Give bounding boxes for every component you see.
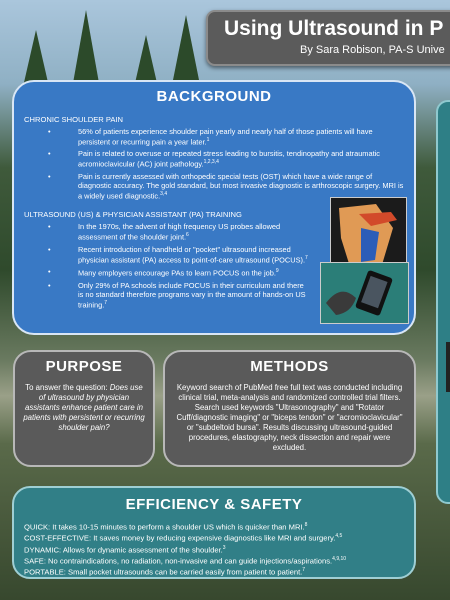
list-item: • In the 1970s, the advent of high frequency US probes allowed assessment of the shoulder joint.$^6$ xyxy=(24,222,308,241)
chronic-pain-list xyxy=(24,127,404,200)
right-column-image xyxy=(446,342,450,392)
background-heading: BACKGROUND xyxy=(156,88,272,105)
poster-byline: By Sara Robison, PA-S Unive xyxy=(300,44,445,56)
efficiency-panel xyxy=(12,486,416,579)
methods-panel xyxy=(163,350,416,467)
purpose-panel xyxy=(13,350,155,467)
list-item: • Recent introduction of handheld or "pocket" ultrasound increased physician assistant (PA) access to point-of-care ultrasound (POCUS).$^7$ xyxy=(24,245,308,264)
purpose-text: To answer the question: Does use of ultrasound by physician assistants enhance patient care in patients with persistent or recurring shoulder pain? xyxy=(23,383,145,432)
list-item: • Many employers encourage PAs to learn POCUS on the job.$^9$ xyxy=(24,267,308,277)
poster-title: Using Ultrasound in P xyxy=(224,17,444,40)
list-item: • Pain is related to overuse or repeated stress leading to bursitis, tendinopathy and atraumatic acromioclavicular (AC) joint pathology.$^{1,2,3,4}$ xyxy=(24,149,404,168)
efficiency-line: PORTABLE: Small pocket ultrasounds can be carried easily from patient to patient.$^7$ xyxy=(24,567,306,577)
purpose-heading: PURPOSE xyxy=(45,358,123,375)
efficiency-line: COST-EFFECTIVE: It saves money by reducing expensive diagnostics like MRI and surgery.$^{4,5}$ xyxy=(24,533,343,543)
list-item: • 56% of patients experience shoulder pain yearly and nearly half of those patients will have persistent or recurring pain a year later.$^1$ xyxy=(24,127,404,146)
efficiency-line: DYNAMIC: Allows for dynamic assessment of the shoulder.$^3$ xyxy=(24,544,226,555)
efficiency-heading: EFFICIENCY & SAFETY xyxy=(125,496,303,513)
efficiency-line: QUICK: It takes 10-15 minutes to perform a shoulder US which is quicker than MRI.$^8$ xyxy=(24,522,308,532)
right-column-panel xyxy=(436,100,450,504)
list-item: • Only 29% of PA schools include POCUS in their curriculum and there is no standard therefore programs vary in the amount of hands-on US training.$^7$ xyxy=(24,281,308,309)
efficiency-line: SAFE: No contraindications, no radiation, non-invasive and can guide injections/aspirations.$^{4,9,10}$ xyxy=(24,555,347,566)
title-banner xyxy=(206,10,450,66)
us-training-subheading: ULTRASOUND (US) & PHYSICIAN ASSISTANT (PA) TRAINING xyxy=(24,210,242,220)
methods-heading: METHODS xyxy=(250,358,329,375)
chronic-pain-subheading: CHRONIC SHOULDER PAIN xyxy=(24,115,124,124)
list-item: • Pain is currently assessed with orthopedic special tests (OST) which have a wide range of diagnostic accuracy. The gold standard, but most invasive diagnostic is arthroscopic surgery. MRI is a widely used diagnostic.$^{3,4}$ xyxy=(24,172,404,200)
pocket-ultrasound-device-image xyxy=(320,262,409,324)
methods-text: Keyword search of PubMed free full text was conducted including clinical trial, meta-analysis and randomized controlled trial filters. Search used keywords "Ultrasonography" and "Rotator Cuff/diagnostic imaging" or "biceps tendon" or "acromioclavicular" or "subdeltoid bursa". Results discussing ultrasound-guided procedures, elastography, neck dissection and repair were excluded. xyxy=(176,383,403,452)
